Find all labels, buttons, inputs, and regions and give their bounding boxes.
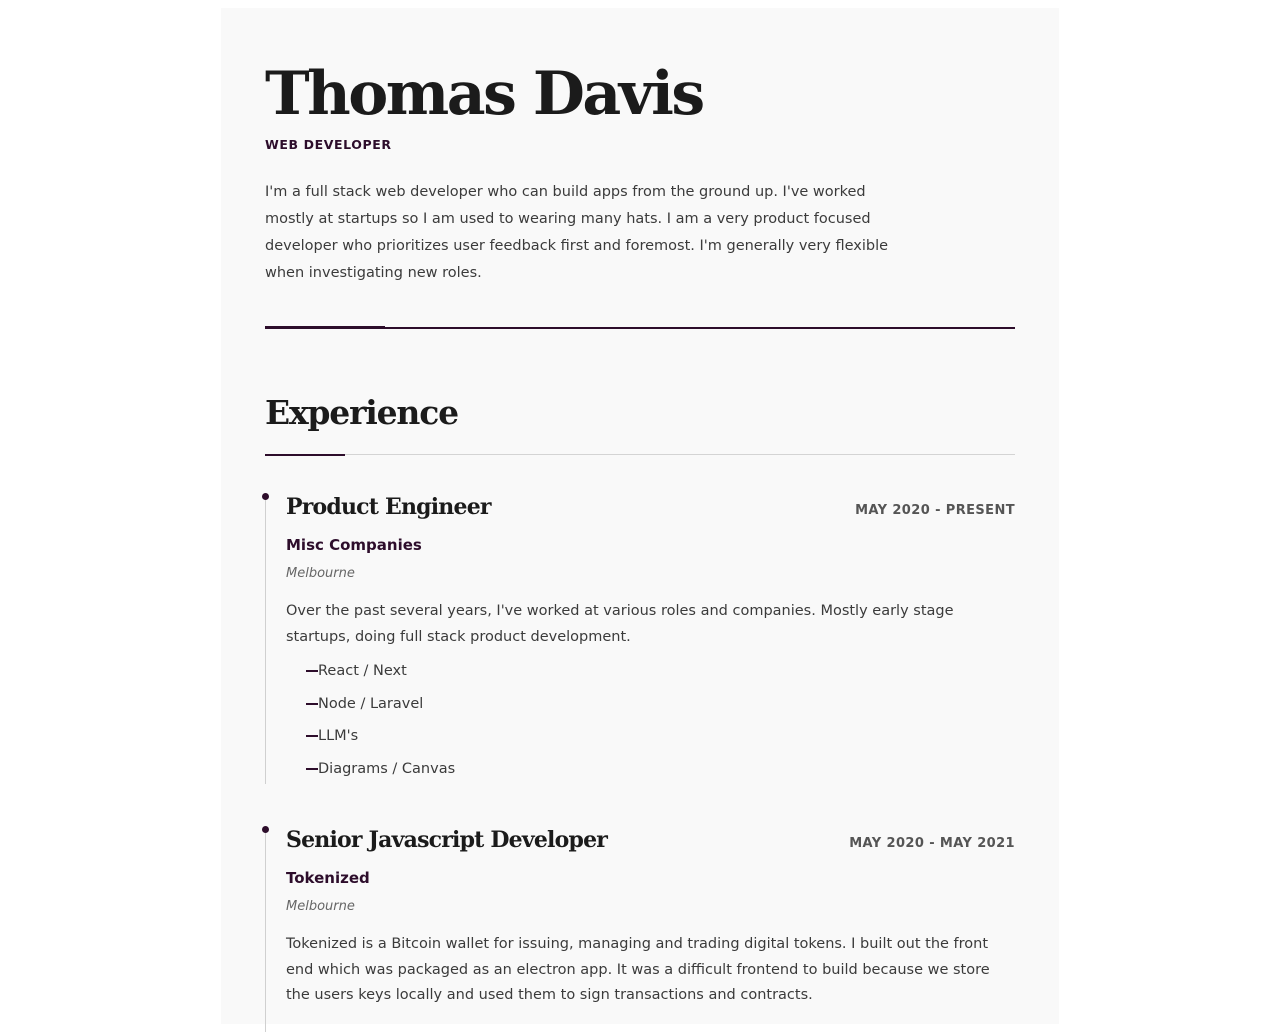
dash-icon: [306, 670, 318, 672]
job-location: Melbourne: [286, 566, 355, 581]
job-location: Melbourne: [286, 899, 355, 914]
timeline-dot: [262, 493, 269, 500]
skill-item: [306, 759, 455, 792]
header-divider: [265, 327, 1015, 329]
job-date: MAY 2020 - MAY 2021: [849, 836, 1015, 851]
header-divider-accent: [265, 326, 385, 329]
skill-item: [306, 726, 455, 759]
timeline-dot: [262, 826, 269, 833]
timeline-line: [265, 496, 266, 784]
dash-icon: [306, 735, 318, 737]
job-description: Tokenized is a Bitcoin wallet for issuing, managing and trading digital tokens. I built out the front end which was packaged as an electron app. It was a difficult frontend to build because we store the users keys locally and used them to sign transactions and contracts.: [286, 936, 990, 1003]
job-company: Tokenized: [286, 869, 370, 887]
job-company: Misc Companies: [286, 536, 422, 554]
skill-label: Diagrams / Canvas: [318, 761, 456, 778]
resume-page: [221, 8, 1059, 1024]
skill-label: LLM's: [318, 728, 359, 745]
job-title: Senior Javascript Developer: [286, 827, 608, 853]
dash-icon: [306, 768, 318, 770]
job-description: Over the past several years, I've worked at various roles and companies. Mostly early stage startups, doing full stack product development.: [286, 603, 954, 645]
skill-label: Node / Laravel: [318, 695, 424, 712]
timeline-line: [265, 829, 266, 1032]
experience-divider: [265, 454, 1015, 455]
job-title: Product Engineer: [286, 494, 491, 520]
dash-icon: [306, 703, 318, 705]
skill-label: React / Next: [318, 663, 407, 679]
person-name: Thomas Davis: [265, 59, 703, 129]
skill-item: [306, 694, 455, 727]
skills-list: [306, 661, 455, 792]
person-role: WEB DEVELOPER: [265, 137, 392, 152]
summary-text: I'm a full stack web developer who can build apps from the ground up. I've worked mostly at startups so I am used to wearing many hats. I am a very product focused developer who prioritizes user feedback first and foremost. I'm generally very flexible when investigating new roles.: [265, 184, 889, 281]
job-date: MAY 2020 - PRESENT: [855, 503, 1015, 518]
experience-heading: Experience: [265, 393, 458, 432]
skill-item: [306, 661, 455, 694]
experience-divider-accent: [265, 454, 345, 456]
